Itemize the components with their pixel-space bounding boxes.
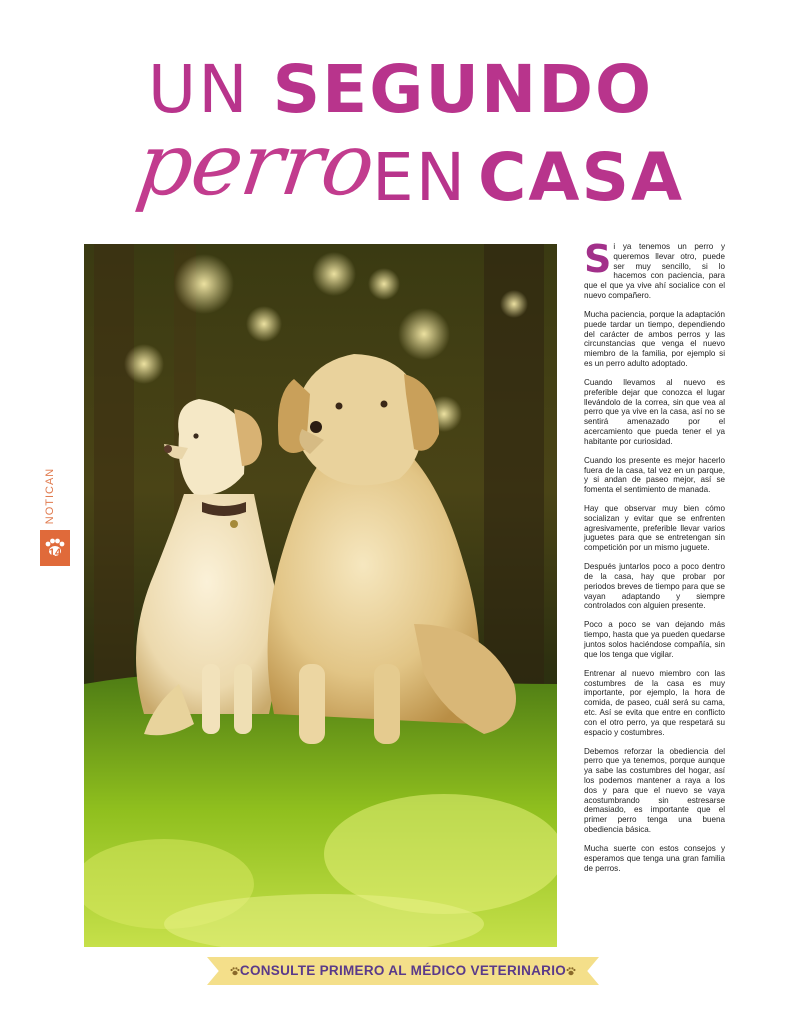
- paw-icon: [565, 965, 577, 977]
- article-paragraph: Debemos reforzar la obediencia del perro que ya tenemos, porque aunque ya sabe las costumbres del hogar, así los podemos mantener a raya a los dos y para que el nuevo se vaya acostumbrando sin estresarse demasiado, es importante que el primer perro tenga una buena obediencia básica.: [584, 746, 725, 834]
- title-word-un: UN: [147, 51, 250, 128]
- article-paragraph: Hay que observar muy bien cómo socializan y evitar que se enfrenten agresivamente, preferible llevar varios juguetes para que se entretengan sin competición por un mismo juguete.: [584, 504, 725, 553]
- article-body: [584, 237, 725, 883]
- article-paragraph: Mucha suerte con estos consejos y esperamos que tenga una gran familia de perros.: [584, 843, 725, 873]
- dogs-photo: [84, 244, 557, 947]
- title-word-segundo: SEGUNDO: [272, 51, 654, 128]
- page-number-badge: [40, 530, 70, 566]
- page-number: 14: [48, 547, 62, 559]
- article-paragraph: Entrenar al nuevo miembro con las costumbres de la casa es muy importante, por ejemplo, la hora de comida, de paseo, cuál será su cama, etc. Así se evita que entre en conflicto con el otro perro, ya que respetará su espacio y costumbres.: [584, 668, 725, 737]
- article-paragraph: Cuando llevamos al nuevo es preferible dejar que conozca el lugar llevándolo de la correa, sin que vea al perro que ya vive en la casa, así no se sentirá amenazado por el acercamiento que pueda tener el ya habitante por curiosidad.: [584, 377, 725, 446]
- banner-text: CONSULTE PRIMERO AL MÉDICO VETERINARIO: [239, 963, 567, 978]
- article-paragraph-text: i ya tenemos un perro y queremos llevar otro, puede ser muy sencillo, si lo hacemos con paciencia, para que el que ya vive ahí socialice con el nuevo compañero.: [584, 242, 725, 300]
- title-word-en: EN: [372, 139, 468, 216]
- article-paragraph: Poco a poco se van dejando más tiempo, hasta que ya pueden quedarse juntos solos haciéndose compañía, sin que los tenga que vigilar.: [584, 620, 725, 659]
- vet-banner: [207, 957, 599, 985]
- title-word-perro: perro: [130, 115, 380, 215]
- title-word-casa: CASA: [478, 139, 685, 216]
- article-paragraph: [584, 237, 725, 301]
- title-line-2: [120, 116, 720, 226]
- drop-cap: S: [584, 237, 612, 281]
- article-paragraph: Cuando los presente es mejor hacerlo fuera de la casa, tal vez en un parque, y si andan de paseo mejor, así se fomenta el sentimiento de manada.: [584, 455, 725, 495]
- dogs-illustration: [84, 244, 557, 947]
- side-brand: [36, 467, 66, 530]
- side-brand-label: NOTICAN: [44, 467, 56, 525]
- article-paragraph: Después juntarlos poco a poco dentro de la casa, hay que probar por periodos breves de tiempo para que se vayan adaptando y siempre controlados con alguien presente.: [584, 562, 725, 611]
- article-paragraph: Mucha paciencia, porque la adaptación puede tardar un tiempo, dependiendo del carácter de ambos perros y las circunstancias que venga el nuevo miembro de la familia, por ejemplo si es un perro adulto adoptado.: [584, 309, 725, 368]
